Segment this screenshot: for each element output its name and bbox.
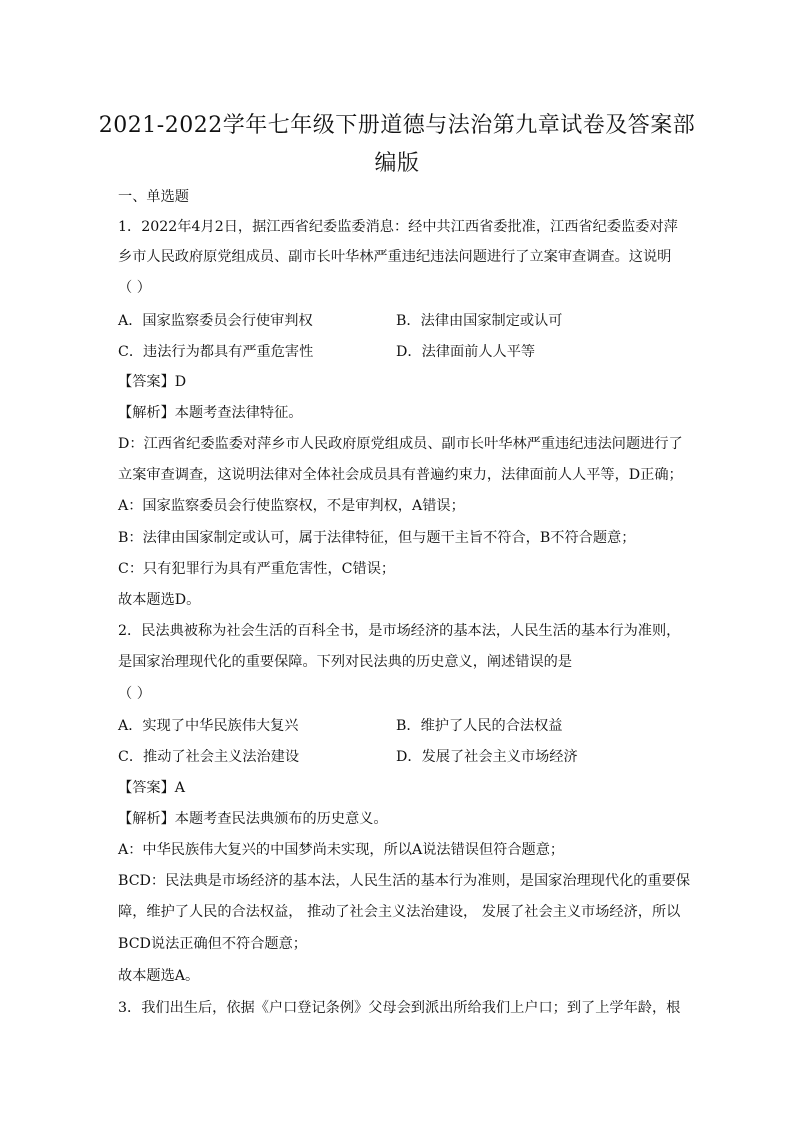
- q1-explanation-line3: A：国家监察委员会行使监察权，不是审判权，A错误；: [118, 498, 465, 514]
- q1-option-d: D．法律面前人人平等: [396, 344, 536, 360]
- q2-option-b: B．维护了人民的合法权益: [396, 718, 563, 734]
- q2-explanation-line2: BCD：民法典是市场经济的基本法，人民生活的基本行为准则，是国家治理现代化的重要保: [118, 873, 691, 889]
- q1-option-c: C．违法行为都具有严重危害性: [118, 344, 314, 360]
- q1-explanation-line2: 立案审查调查，这说明法律对全体社会成员具有普遍约束力，法律面前人人平等，D正确；: [118, 467, 683, 483]
- q2-explanation-line4: BCD说法正确但不符合题意；: [118, 936, 307, 952]
- q1-analysis: 【解析】本题考查法律特征。: [118, 405, 303, 421]
- q2-explanation-line5: 故本题选A。: [118, 968, 200, 984]
- q1-answer-blank: （ ）: [118, 280, 151, 296]
- section-heading: 一、单选题: [118, 189, 189, 205]
- q1-stem-line2: 乡市人民政府原党组成员、副市长叶华林严重违纪违法问题进行了立案审查调查。这说明: [118, 249, 672, 265]
- q2-explanation-line1: A：中华民族伟大复兴的中国梦尚未实现，所以A说法错误但符合题意；: [118, 842, 565, 858]
- q2-analysis: 【解析】本题考查民法典颁布的历史意义。: [118, 811, 388, 827]
- q1-option-a: A．国家监察委员会行使审判权: [118, 313, 313, 329]
- q1-option-b: B．法律由国家制定或认可: [396, 313, 563, 329]
- q2-option-c: C．推动了社会主义法治建设: [118, 749, 300, 765]
- q2-answer-blank: （ ）: [118, 686, 151, 702]
- q2-option-a: A．实现了中华民族伟大复兴: [118, 718, 299, 734]
- document-title-line1: 2021-2022学年七年级下册道德与法治第九章试卷及答案部: [98, 113, 696, 138]
- q1-explanation-line1: D：江西省纪委监委对萍乡市人民政府原党组成员、副市长叶华林严重违纪违法问题进行了: [118, 436, 683, 452]
- document-title-line2: 编版: [374, 151, 420, 176]
- q1-explanation-line5: C：只有犯罪行为具有严重危害性，C错误；: [118, 561, 396, 577]
- q2-answer: 【答案】A: [118, 780, 185, 796]
- q2-stem-line1: 2．民法典被称为社会生活的百科全书，是市场经济的基本法，人民生活的基本行为准则，: [118, 623, 681, 639]
- q1-answer: 【答案】D: [118, 374, 187, 390]
- q3-stem-line1: 3．我们出生后，依据《户口登记条例》父母会到派出所给我们上户口；到了上学年龄，根: [118, 1000, 681, 1016]
- q1-stem-line1: 1．2022年4月2日，据江西省纪委监委消息：经中共江西省委批准，江西省纪委监委对萍: [118, 219, 678, 235]
- q2-option-d: D．发展了社会主义市场经济: [396, 749, 578, 765]
- q2-stem-line2: 是国家治理现代化的重要保障。下列对民法典的历史意义，阐述错误的是: [118, 654, 573, 670]
- q1-explanation-line6: 故本题选D。: [118, 592, 201, 608]
- q1-explanation-line4: B：法律由国家制定或认可，属于法律特征，但与题干主旨不符合，B不符合题意；: [118, 530, 636, 546]
- q2-explanation-line3: 障，维护了人民的合法权益， 推动了社会主义法治建设， 发展了社会主义市场经济，所以: [118, 904, 681, 920]
